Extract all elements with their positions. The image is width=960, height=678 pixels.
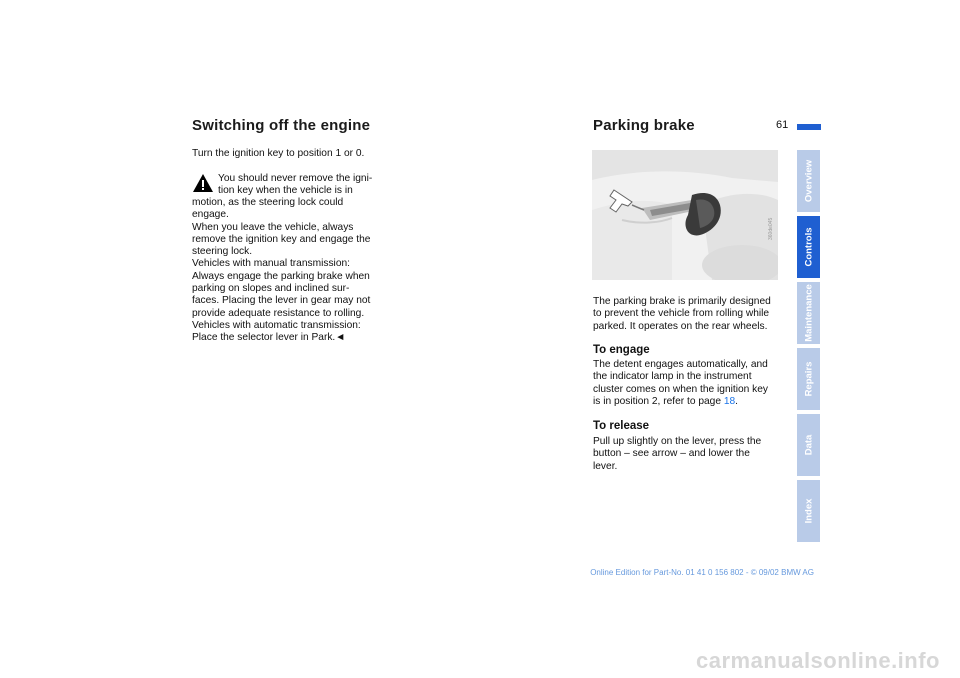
page-reference-link[interactable]: 18 (723, 395, 736, 407)
warning-icon (192, 173, 214, 193)
warning-first-lines (218, 173, 388, 198)
engage-line-suffix: . (735, 395, 739, 407)
tab-maintenance[interactable] (797, 282, 820, 344)
tab-label: Repairs (803, 361, 814, 397)
chapter-tabs (797, 150, 820, 546)
warning-line: provide adequate resistance to rolling. (192, 307, 365, 319)
warning-line: faces. Placing the lever in gear may not (192, 295, 371, 307)
left-column (192, 148, 392, 160)
tab-overview[interactable] (797, 150, 820, 212)
engage-line: the indicator lamp in the instrument (593, 371, 752, 383)
tab-label: Data (803, 434, 814, 456)
tab-label: Maintenance (803, 284, 814, 342)
section-heading-parking-brake: Parking brake (593, 117, 695, 134)
engage-line-last (593, 396, 793, 408)
tab-label: Overview (803, 159, 814, 203)
subheading-to-release: To release (593, 420, 650, 432)
page-accent-bar (797, 124, 821, 130)
page-number: 61 (776, 119, 789, 131)
parking-brake-photo (592, 150, 778, 280)
right-column-text (593, 296, 793, 333)
intro-line: parked. It operates on the rear wheels. (593, 320, 768, 332)
tab-controls[interactable] (797, 216, 820, 278)
warning-line: parking on slopes and inclined sur- (192, 283, 350, 295)
section-heading-switching-off: Switching off the engine (192, 117, 371, 134)
release-line: button – see arrow – and lower the (593, 448, 750, 460)
warning-line: motion, as the steering lock could (192, 197, 344, 208)
engage-line: cluster comes on when the ignition key (593, 383, 768, 395)
tab-repairs[interactable] (797, 348, 820, 410)
tab-label: Controls (803, 227, 814, 267)
warning-line: Always engage the parking brake when (192, 270, 370, 282)
image-code: 360de045 (768, 217, 774, 240)
warning-line: Vehicles with manual transmission: (192, 258, 350, 270)
release-line: lever. (593, 460, 618, 472)
warning-line: When you leave the vehicle, always (192, 221, 354, 233)
subheading-to-engage: To engage (593, 344, 650, 356)
warning-line: Vehicles with automatic transmission: (192, 319, 361, 331)
engage-line-prefix: is in position 2, refer to page (593, 395, 724, 407)
engage-text (593, 359, 793, 408)
warning-line: steering lock. (192, 246, 253, 258)
watermark: carmanualsonline.info (696, 648, 940, 673)
tab-label: Index (803, 498, 814, 524)
release-text (593, 436, 793, 473)
intro-text: Turn the ignition key to position 1 or 0. (192, 148, 365, 159)
warning-line: tion key when the vehicle is in (218, 185, 353, 197)
warning-line: Place the selector lever in Park.◄ (192, 332, 346, 344)
footer-edition-note: Online Edition for Part-No. 01 41 0 156 802 - © 09/02 BMW AG (590, 568, 814, 577)
warning-line: You should never remove the igni- (218, 173, 373, 184)
warning-line: remove the ignition key and engage the (192, 233, 371, 245)
warning-body (192, 197, 392, 345)
engage-line: The detent engages automatically, and (593, 359, 768, 370)
intro-line: to prevent the vehicle from rolling while (593, 308, 770, 320)
intro-line: The parking brake is primarily designed (593, 296, 771, 307)
release-line: Pull up slightly on the lever, press the (593, 436, 762, 447)
tab-index[interactable] (797, 480, 820, 542)
tab-data[interactable] (797, 414, 820, 476)
warning-line: engage. (192, 209, 229, 221)
parking-brake-illustration (592, 150, 778, 280)
